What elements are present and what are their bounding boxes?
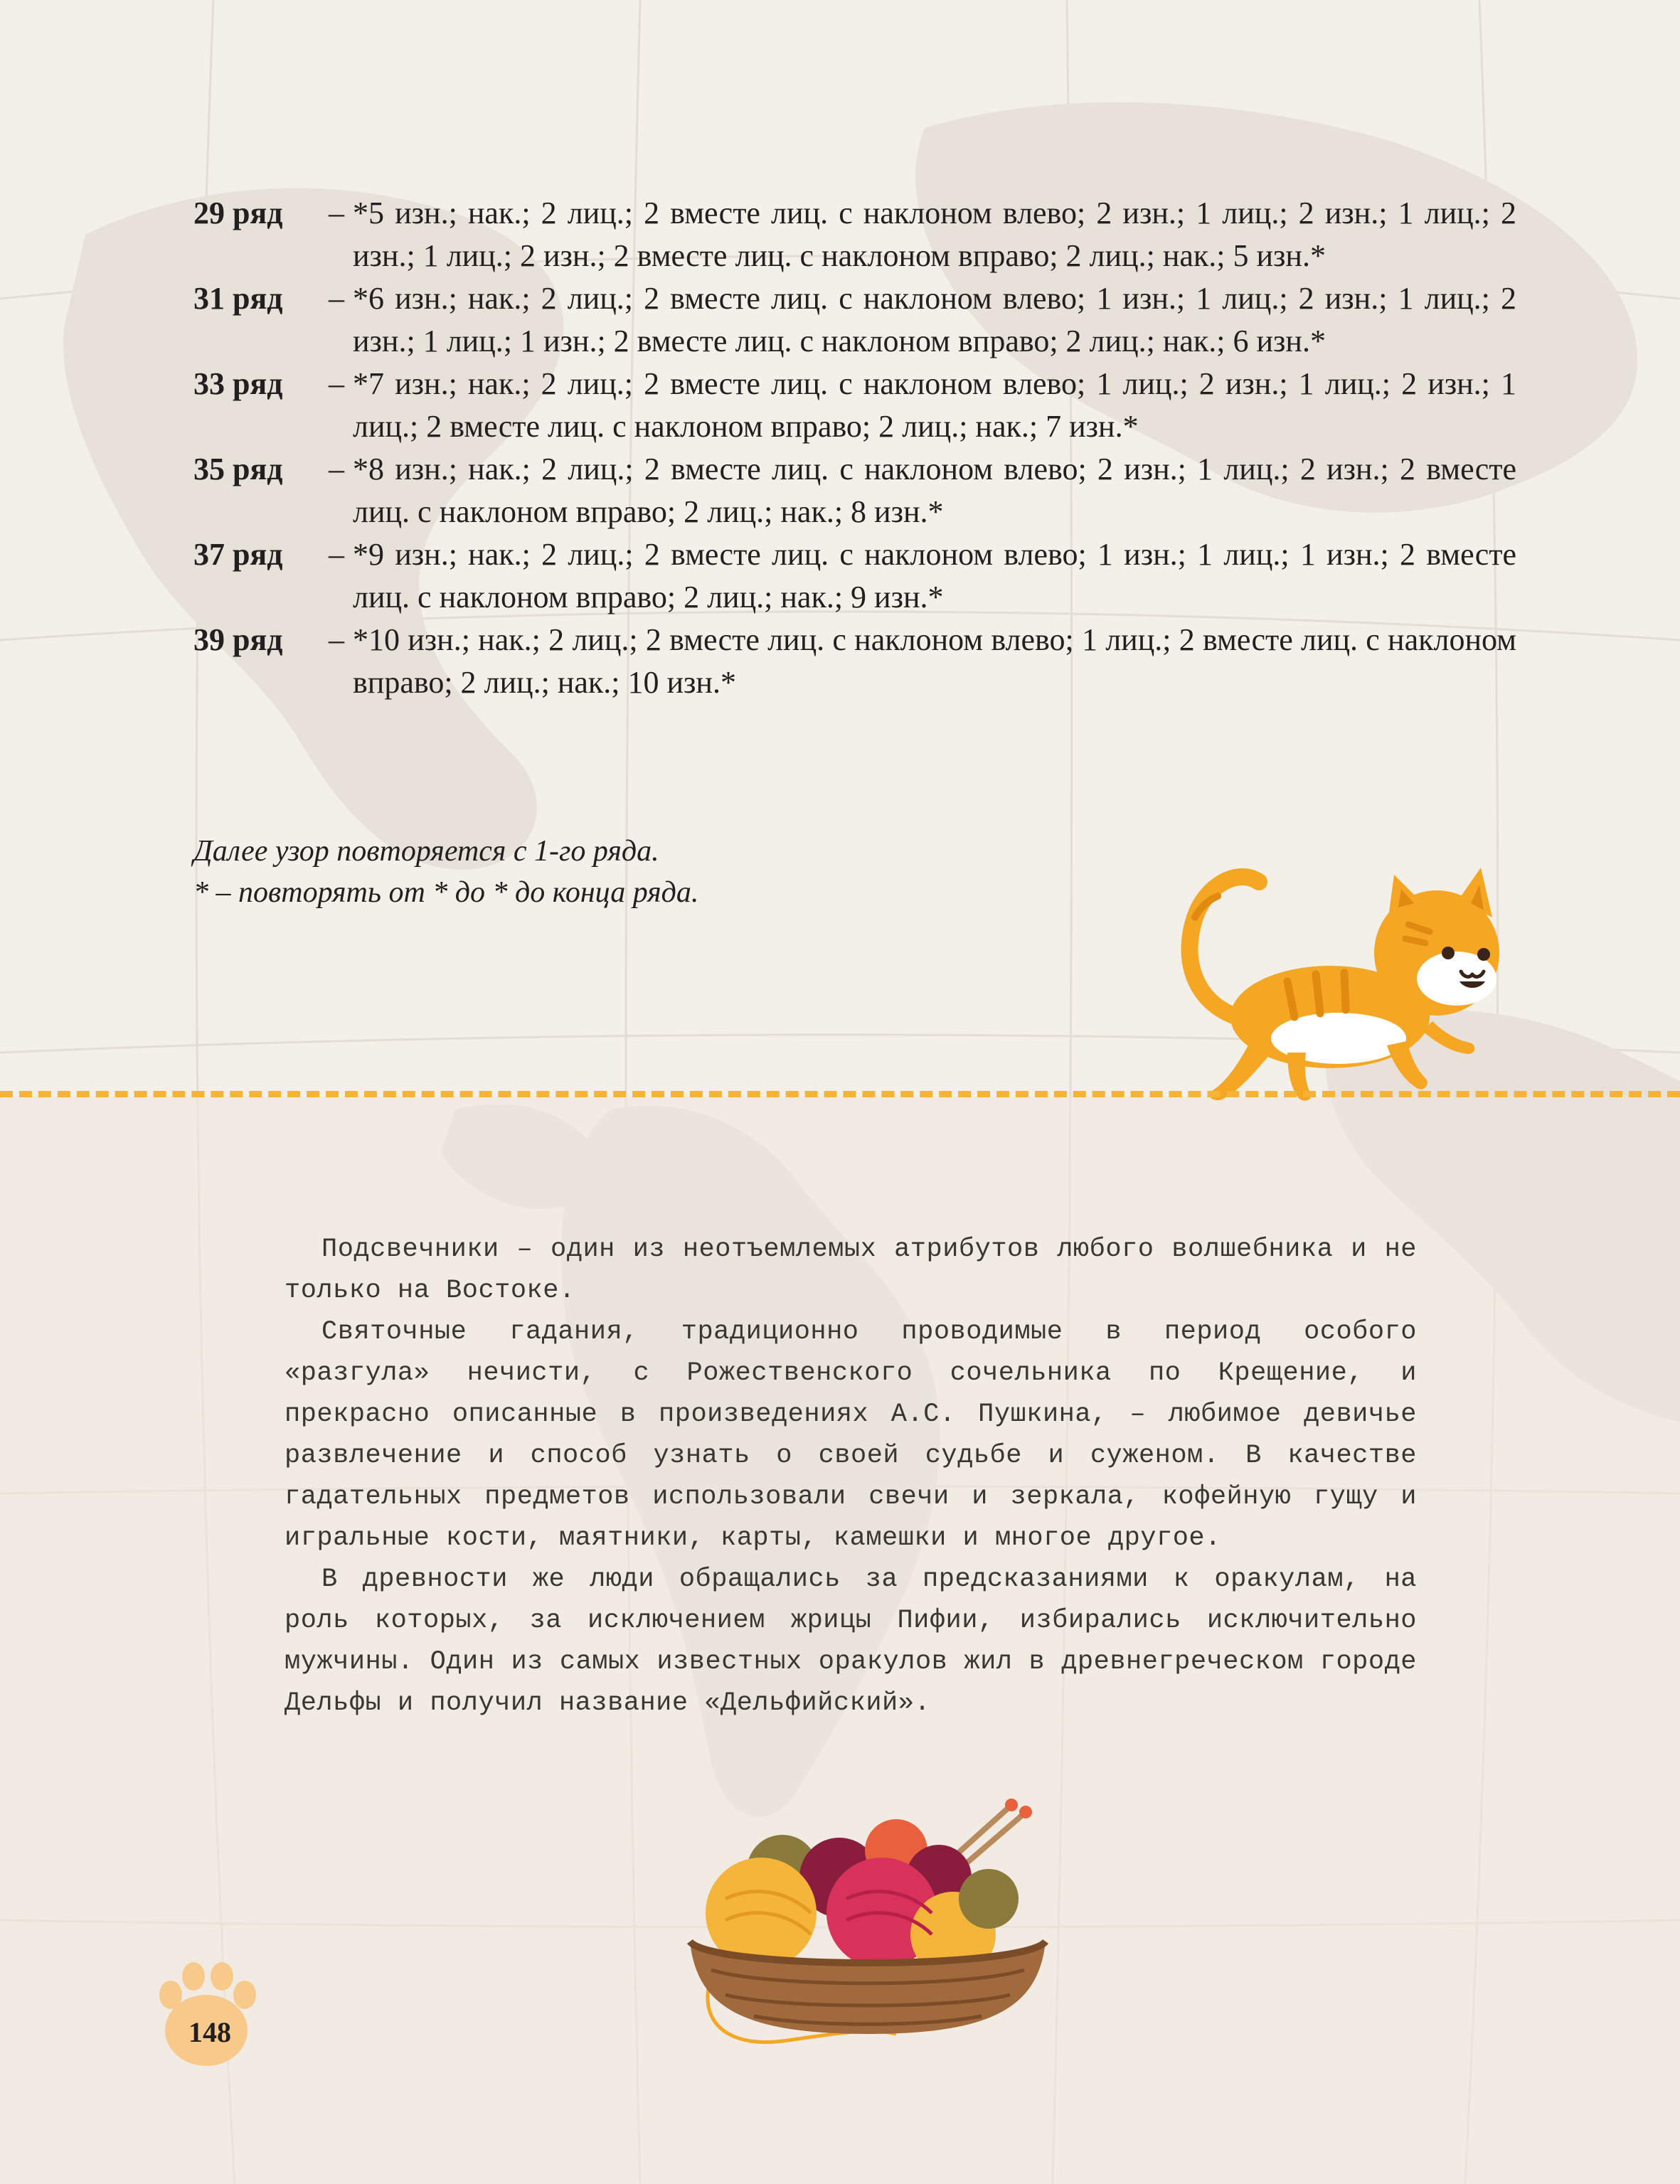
row-number: 31 ряд — [193, 281, 283, 316]
row-entry — [193, 448, 1516, 533]
row-dash: – — [329, 622, 344, 657]
row-instructions: *7 изн.; нак.; 2 лиц.; 2 вместе лиц. с наклоном влево; 1 лиц.; 2 изн.; 1 лиц.; 2 изн.; 1 лиц.; 2 вместе лиц. с наклоном вправо; 2 лиц.; нак.; 7 изн.* — [353, 366, 1516, 444]
row-dash: – — [329, 366, 344, 401]
repeat-note: Далее узор повторяется с 1-го ряда. — [193, 835, 659, 868]
cat-illustration — [1152, 839, 1522, 1109]
row-number: 35 ряд — [193, 452, 283, 486]
essay-paragraph: В древности же люди обращались за предсказаниями к оракулам, на роль которых, за исключением жрицы Пифии, избирались исключительно мужчины. Один из самых известных оракулов жил в древнегреческом городе Дельфы и получил название «Дельфийский». — [285, 1565, 1417, 1718]
row-instructions: *5 изн.; нак.; 2 лиц.; 2 вместе лиц. с наклоном влево; 2 изн.; 1 лиц.; 2 изн.; 1 лиц.; 2 изн.; 1 лиц.; 2 изн.; 2 вместе лиц. с наклоном вправо; 2 лиц.; нак.; 5 изн.* — [353, 196, 1516, 273]
row-instructions: *8 изн.; нак.; 2 лиц.; 2 вместе лиц. с наклоном влево; 2 изн.; 1 лиц.; 2 изн.; 2 вместе лиц. с наклоном вправо; 2 лиц.; нак.; 8 изн.* — [353, 452, 1516, 529]
row-number: 37 ряд — [193, 537, 283, 572]
row-instructions: *6 изн.; нак.; 2 лиц.; 2 вместе лиц. с наклоном влево; 1 изн.; 1 лиц.; 2 изн.; 1 лиц.; 2 изн.; 1 лиц.; 1 изн.; 2 вместе лиц. с наклоном вправо; 2 лиц.; нак.; 6 изн.* — [353, 281, 1516, 358]
row-entry — [193, 192, 1516, 277]
essay-paragraph: Подсвечники – один из неотъемлемых атрибутов любого волшебника и не только на Востоке. — [285, 1235, 1417, 1306]
row-number: 39 ряд — [193, 622, 283, 657]
essay-paragraph: Святочные гадания, традиционно проводимые в период особого «разгула» нечисти, с Рожественского сочельника по Крещение, и прекрасно описанные в произведениях А.С. Пушкина, – любимое девичье развлечение и способ узнать о своей судьбе и суженом. В качестве гадательных предметов использовали свечи и зеркала, кофейную гущу и игральные кости, маятники, карты, камешки и многое другое. — [285, 1317, 1417, 1553]
yarn-basket-illustration — [683, 1792, 1053, 2048]
row-dash: – — [329, 452, 344, 486]
essay-text — [285, 1229, 1417, 1724]
row-entry — [193, 533, 1516, 619]
dashed-divider — [0, 1091, 1680, 1097]
row-dash: – — [329, 281, 344, 316]
row-entry — [193, 363, 1516, 448]
row-entry — [193, 619, 1516, 704]
asterisk-note: * – повторять от * до * до конца ряда. — [193, 876, 699, 909]
row-number: 33 ряд — [193, 366, 283, 401]
row-entry — [193, 277, 1516, 363]
pattern-notes — [193, 831, 1047, 913]
page-number: 148 — [188, 2016, 231, 2048]
row-instructions: *10 изн.; нак.; 2 лиц.; 2 вместе лиц. с наклоном влево; 1 лиц.; 2 вместе лиц. с наклоном вправо; 2 лиц.; нак.; 10 изн.* — [353, 622, 1516, 700]
row-instructions: *9 изн.; нак.; 2 лиц.; 2 вместе лиц. с наклоном влево; 1 изн.; 1 лиц.; 1 изн.; 2 вместе лиц. с наклоном вправо; 2 лиц.; нак.; 9 изн.* — [353, 537, 1516, 614]
row-number: 29 ряд — [193, 196, 283, 230]
knitting-rows — [193, 192, 1516, 704]
row-dash: – — [329, 537, 344, 572]
row-dash: – — [329, 196, 344, 230]
